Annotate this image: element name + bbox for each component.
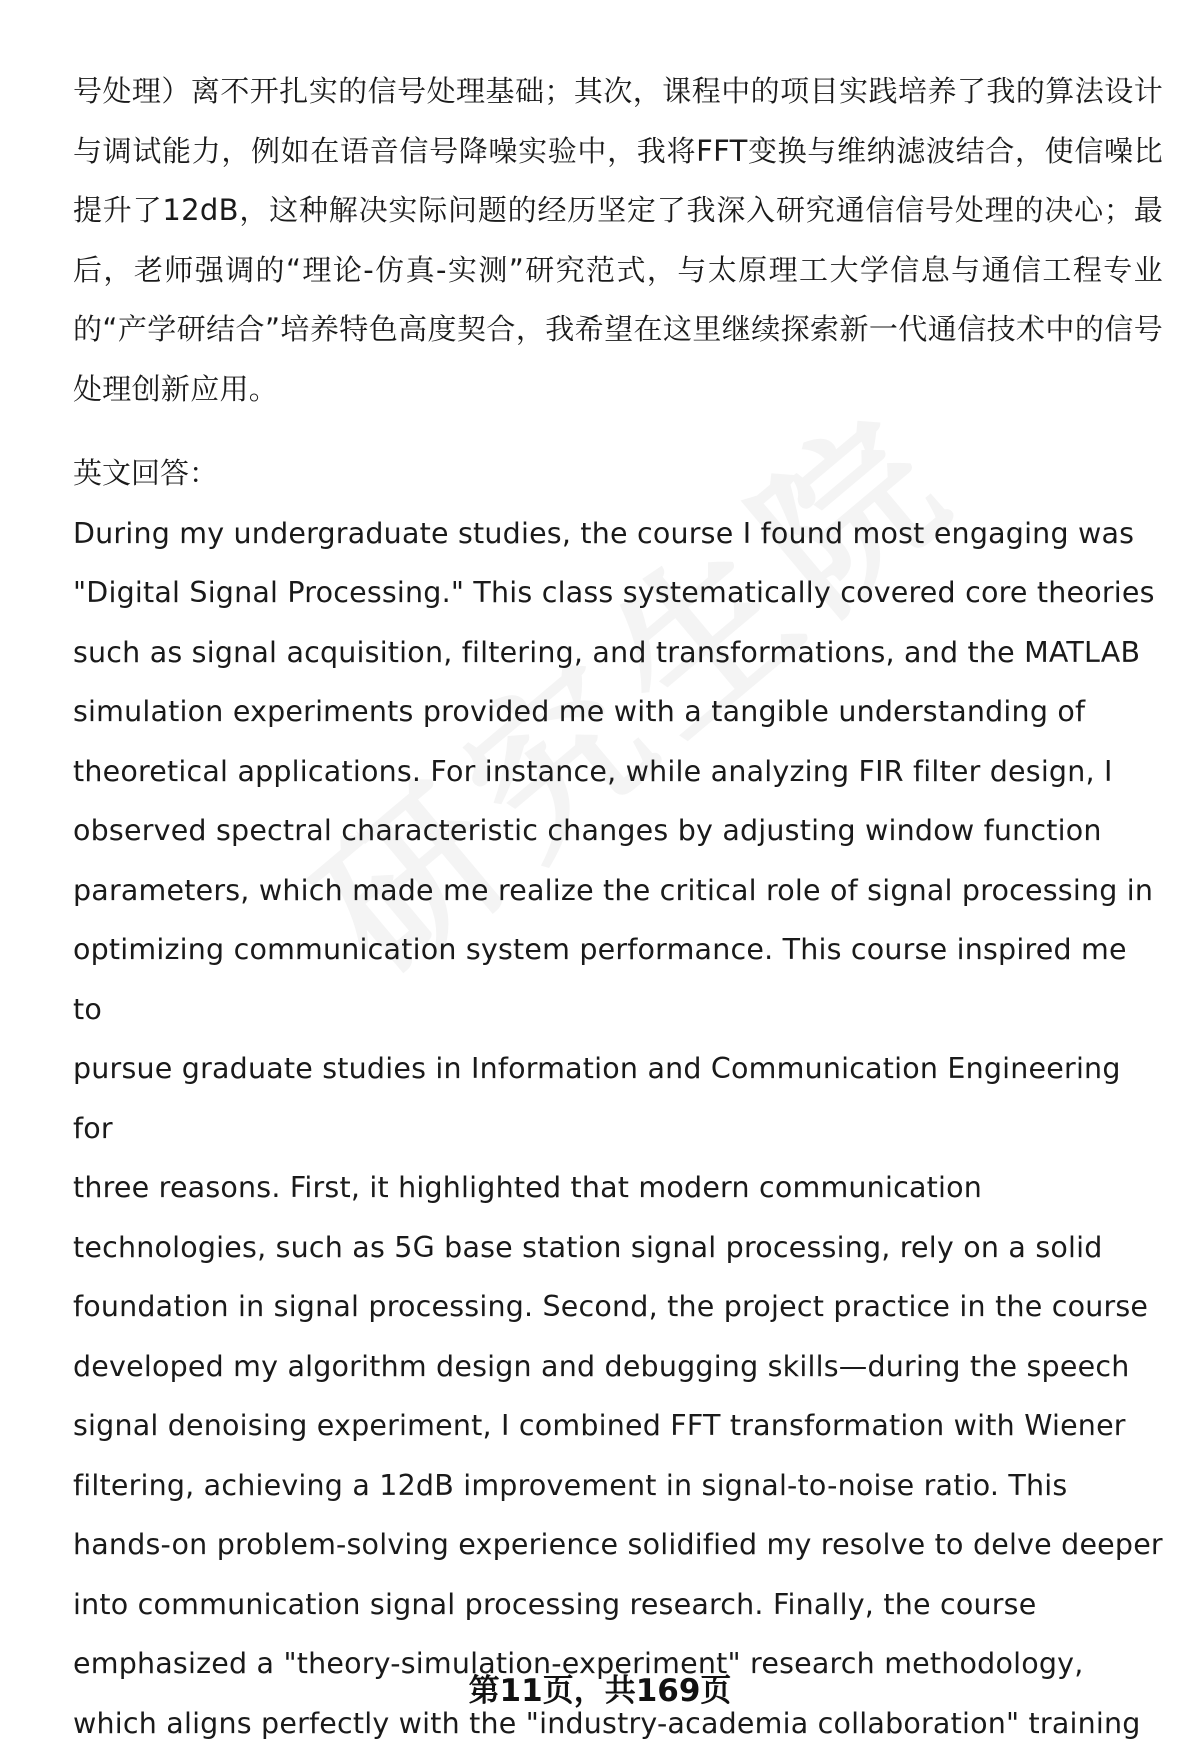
english-line: signal denoising experiment, I combined FFT transformation with Wiener — [73, 1409, 1126, 1442]
chinese-answer-paragraph: 号处理）离不开扎实的信号处理基础；其次，课程中的项目实践培养了我的算法设计与调试能力，例如在语音信号降噪实验中，我将FFT变换与维纳滤波结合，使信噪比提升了12dB，这种解决实际问题的经历坚定了我深入研究通信信号处理的决心；最后，老师强调的“理论-仿真-实测”研究范式，与太原理工大学信息与通信工程专业的“产学研结合”培养特色高度契合，我希望在这里继续探索新一代通信技术中的信号处理创新应用。 — [73, 74, 1163, 406]
english-line: "Digital Signal Processing." This class systematically covered core theories — [73, 576, 1155, 609]
english-line: theoretical applications. For instance, while analyzing FIR filter design, I — [73, 754, 1113, 788]
english-line: emphasized a "theory-simulation-experiment" research methodology, — [73, 1647, 1084, 1680]
english-line: observed spectral characteristic changes by adjusting window function — [73, 814, 1102, 847]
english-line: simulation experiments provided me with a tangible understanding of — [73, 695, 1086, 728]
english-answer-paragraph — [73, 504, 1163, 1754]
english-line: optimizing communication system performance. This course inspired me to — [73, 933, 1127, 1026]
english-line: into communication signal processing research. Finally, the course — [73, 1587, 1037, 1621]
english-line: developed my algorithm design and debugging skills—during the speech — [73, 1349, 1130, 1383]
english-line: During my undergraduate studies, the course I found most engaging was — [73, 516, 1135, 550]
page-number-footer: 第11页，共169页 — [468, 1673, 732, 1709]
english-line: technologies, such as 5G base station signal processing, rely on a solid — [73, 1230, 1103, 1264]
page-content — [73, 62, 1163, 1753]
english-line: pursue graduate studies in Information and Communication Engineering for — [73, 1052, 1121, 1145]
english-line: such as signal acquisition, filtering, and transformations, and the MATLAB — [73, 635, 1141, 669]
english-line: which aligns perfectly with the "industry-academia collaboration" training — [73, 1706, 1141, 1740]
english-line: filtering, achieving a 12dB improvement in signal-to-noise ratio. This — [73, 1468, 1068, 1502]
english-line: hands-on problem-solving experience solidified my resolve to delve deeper — [73, 1528, 1163, 1561]
english-line: three reasons. First, it highlighted that modern communication — [73, 1171, 982, 1204]
english-line: parameters, which made me realize the critical role of signal processing in — [73, 873, 1154, 907]
english-answer-label: 英文回答： — [73, 456, 219, 490]
english-line: foundation in signal processing. Second, the project practice in the course — [73, 1290, 1149, 1323]
